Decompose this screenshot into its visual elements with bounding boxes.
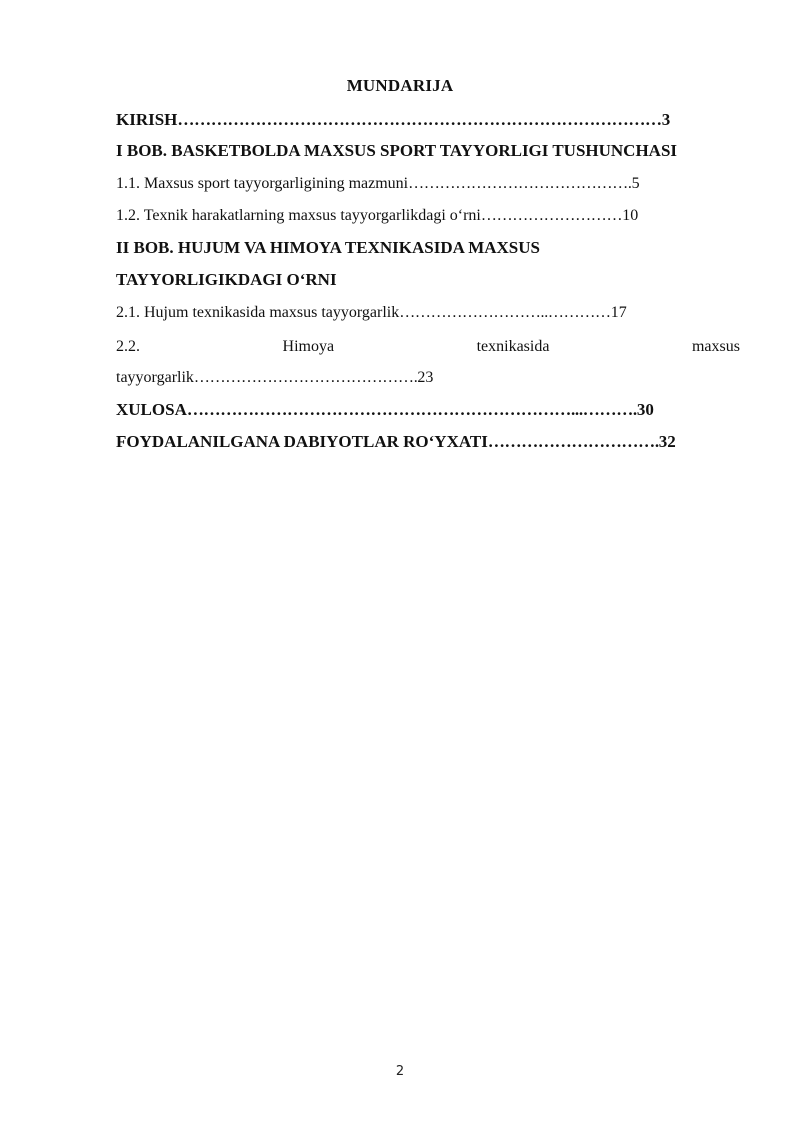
toc-page-number: 32 (658, 432, 676, 451)
toc-entry-text: II BOB. HUJUM VA HIMOYA TEXNIKASIDA MAXSUS (116, 238, 540, 257)
toc-entry-word: maxsus (691, 338, 740, 355)
toc-entry-text: tayyorgarlik (116, 369, 194, 386)
toc-page-number: 23 (417, 369, 434, 386)
toc-entry-1-2[interactable] (116, 204, 740, 228)
toc-entry-text: 1.1. Maxsus sport tayyorgarligining mazmuni (116, 175, 409, 192)
toc-leader-dots: ……………………………………. (193, 369, 418, 386)
toc-chapter-2-heading-continued[interactable] (116, 268, 740, 292)
toc-entry-word: 2.2. (116, 338, 140, 355)
toc-entry-text: XULOSA (116, 400, 187, 419)
toc-entry-text: KIRISH (116, 110, 178, 129)
toc-entry-text: FOYDALANILGANA DABIYOTLAR RO‘YXATI (116, 432, 488, 451)
toc-entry-2-1[interactable] (116, 301, 740, 325)
toc-entry-xulosa[interactable] (116, 398, 740, 422)
toc-entry-text: 2.1. Hujum texnikasida maxsus tayyorgarlik (116, 304, 400, 321)
toc-leader-dots: …………………………………………………………………………… (177, 110, 662, 129)
toc-leader-dots: ……………………… (480, 207, 623, 224)
toc-entry-text: 1.2. Texnik harakatlarning maxsus tayyorgarlikdagi o‘rni (116, 207, 481, 224)
toc-entry-text: I BOB. BASKETBOLDA MAXSUS SPORT TAYYORLIGI TUSHUNCHASI (116, 141, 678, 160)
toc-page-number: 5 (631, 175, 640, 192)
toc-leader-dots: ……………………………………………………………...………. (186, 400, 637, 419)
toc-page-number: 10 (622, 207, 639, 224)
toc-entry-word: texnikasida (476, 338, 550, 355)
toc-entry-kirish[interactable] (116, 108, 740, 132)
toc-entry-text: TAYYORLIGIKDAGI O‘RNI (116, 270, 337, 289)
toc-chapter-1-heading[interactable] (116, 139, 740, 163)
toc-page-number: 3 (661, 110, 671, 129)
page-title: MUNDARIJA (346, 76, 454, 95)
toc-page-number: 30 (636, 400, 654, 419)
toc-leader-dots: …………………………. (487, 432, 659, 451)
toc-chapter-2-heading[interactable] (116, 236, 740, 260)
toc-leader-dots: ………………………..………… (399, 304, 611, 321)
toc-entry-2-2-continued[interactable] (116, 366, 740, 390)
toc-leader-dots: ……………………………………. (408, 175, 632, 192)
toc-entry-1-1[interactable] (116, 172, 740, 196)
toc-page-number: 17 (610, 304, 627, 321)
toc-entry-word: Himoya (282, 338, 335, 355)
toc-entry-2-2[interactable] (116, 335, 740, 359)
toc-entry-bibliography[interactable] (116, 430, 740, 454)
page-number: 2 (395, 1064, 405, 1079)
